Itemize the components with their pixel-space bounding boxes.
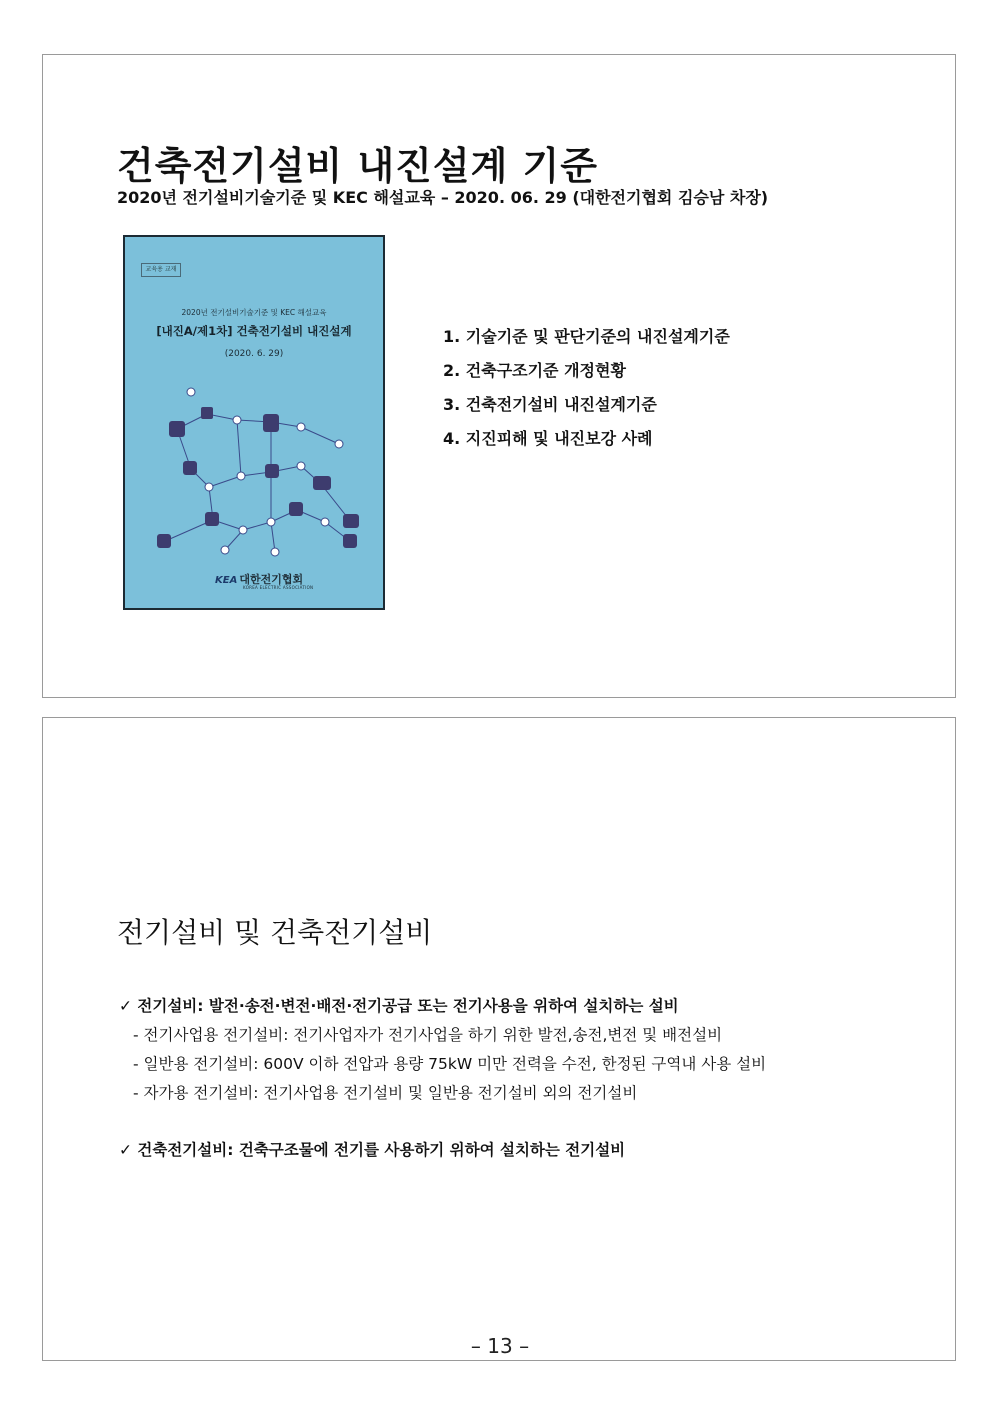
- book-cover-image: [123, 235, 385, 610]
- cover-book-title: [내진A/제1차] 건축전기설비 내진설계: [156, 324, 352, 338]
- definition-item: - 일반용 전기설비: 600V 이하 전압과 용량 75kW 미만 전력을 수전, 한정된 구역내 사용 설비: [133, 1055, 767, 1073]
- slide-1: [42, 54, 956, 698]
- kea-logo-icon: KEA: [215, 575, 238, 586]
- page-number: – 13 –: [470, 1334, 530, 1358]
- cover-badge: 교육용 교재: [141, 263, 181, 277]
- table-of-contents: [443, 327, 730, 463]
- definition-item: - 전기사업용 전기설비: 전기사업자가 전기사업을 하기 위한 발전,송전,변전 및 배전설비: [133, 1026, 723, 1044]
- definition-heading: ✓ 건축전기설비: 건축구조물에 전기를 사용하기 위하여 설치하는 전기설비: [119, 1141, 626, 1159]
- slide-subtitle: 2020년 전기설비기술기준 및 KEC 해설교육 – 2020. 06. 29 (대한전기협회 김승남 차장): [117, 188, 769, 207]
- toc-item: 2. 건축구조기준 개정현황: [443, 361, 626, 380]
- toc-item: 3. 건축전기설비 내진설계기준: [443, 395, 657, 414]
- definition-item: - 자가용 전기설비: 전기사업용 전기설비 및 일반용 전기설비 외의 전기설비: [133, 1084, 638, 1102]
- network-illustration-icon: [125, 372, 383, 562]
- cover-date: (2020. 6. 29): [224, 349, 284, 359]
- definitions-list: [119, 995, 766, 1168]
- slide-title: 전기설비 및 건축전기설비: [117, 916, 433, 949]
- toc-item: 4. 지진피해 및 내진보강 사례: [443, 429, 653, 448]
- definition-heading: ✓ 전기설비: 발전·송전·변전·배전·전기공급 또는 전기사용을 위하여 설치하는 설비: [119, 997, 679, 1015]
- slide-2: [42, 717, 956, 1361]
- publisher-name-en: KOREA ELECTRIC ASSOCIATION: [243, 585, 314, 590]
- toc-item: 1. 기술기준 및 판단기준의 내진설계기준: [443, 327, 730, 346]
- slide-title: 건축전기설비 내진설계 기준: [117, 144, 598, 188]
- cover-series-title: 2020년 전기설비기술기준 및 KEC 해설교육: [181, 308, 327, 317]
- publisher-name: 대한전기협회: [239, 573, 304, 586]
